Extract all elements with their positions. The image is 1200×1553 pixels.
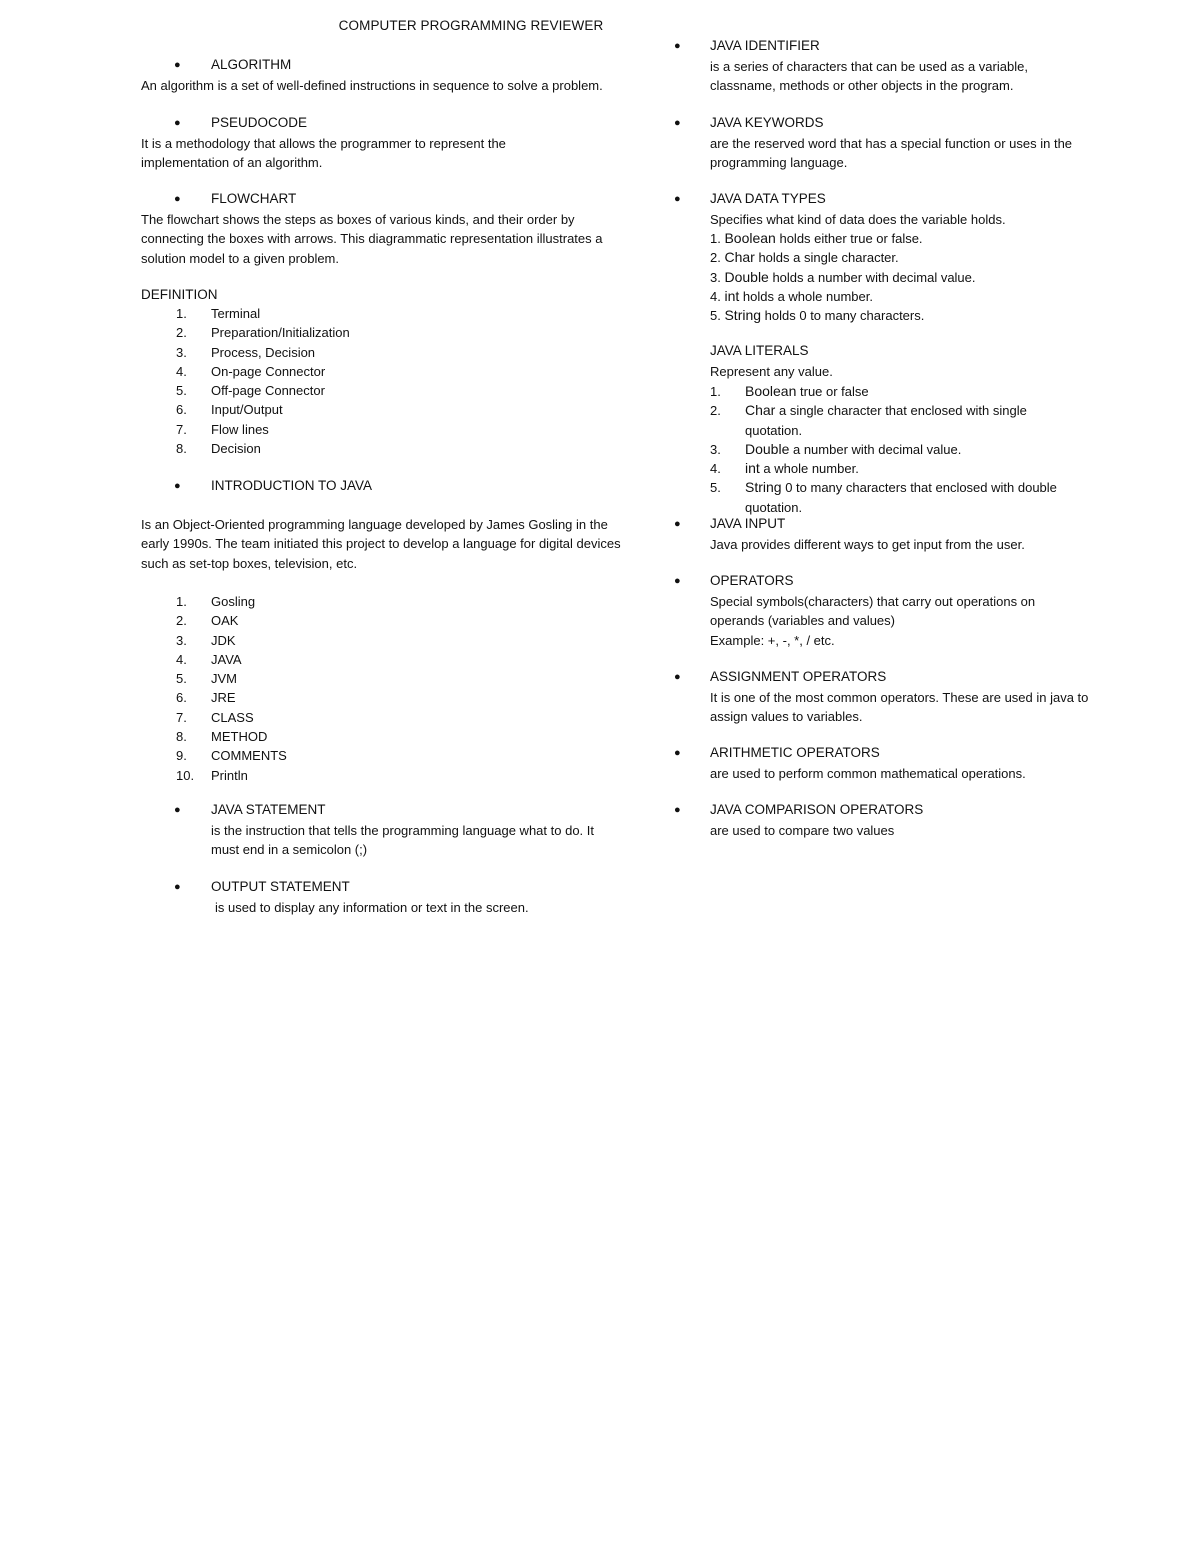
heading-java-statement: JAVA STATEMENT	[211, 802, 326, 817]
list-item	[176, 669, 596, 688]
heading-flowchart: FLOWCHART	[211, 191, 297, 206]
list-number: 5.	[176, 671, 187, 687]
list-item	[710, 268, 1120, 287]
operators-example: Example: +, -, *, / etc.	[710, 633, 835, 648]
list-text: Process, Decision	[211, 344, 316, 360]
heading-java-keywords: JAVA KEYWORDS	[710, 115, 824, 130]
list-number: 7.	[176, 421, 187, 437]
type-keyword: String	[724, 307, 762, 324]
bullet-icon: ●	[174, 193, 181, 205]
heading-definition: DEFINITION	[141, 287, 218, 302]
list-number: 1.	[176, 306, 187, 321]
heading-algorithm: ALGORITHM	[211, 57, 292, 72]
list-number: 4.	[710, 461, 721, 477]
heading-output-statement: OUTPUT STATEMENT	[211, 879, 350, 894]
list-text: holds either true or false.	[775, 231, 923, 246]
list-number: 7.	[176, 709, 187, 725]
list-number: 2.	[710, 250, 721, 266]
list-item	[710, 382, 1130, 401]
java-identifier-text: is a series of characters that can be used as a variable, classname, methods or other objects in the program.	[710, 59, 1028, 94]
operators-text: Special symbols(characters) that carry out operations on operands (variables and values)	[710, 594, 1036, 629]
list-text: Input/Output	[211, 402, 283, 418]
heading-java-identifier: JAVA IDENTIFIER	[710, 38, 820, 53]
list-number: 1.	[710, 231, 721, 246]
list-item	[176, 304, 596, 323]
heading-intro-java: INTRODUCTION TO JAVA	[211, 478, 373, 493]
list-text: On-page Connector	[211, 363, 326, 379]
list-text: holds a whole number.	[739, 288, 873, 304]
list-item	[176, 381, 596, 400]
list-item	[176, 439, 596, 458]
list-item	[176, 708, 596, 727]
bullet-icon: ●	[674, 40, 681, 52]
java-input-text: Java provides different ways to get input from the user.	[710, 537, 1025, 552]
list-text: Off-page Connector	[211, 383, 325, 399]
list-item	[176, 323, 596, 342]
bullet-icon: ●	[174, 881, 181, 893]
list-item	[176, 766, 596, 785]
list-number: 2.	[710, 403, 721, 419]
type-keyword: Boolean	[724, 230, 776, 246]
list-number: 3.	[710, 441, 721, 457]
list-item	[176, 746, 596, 765]
literal-keyword: Char	[745, 402, 776, 419]
list-item	[176, 400, 596, 419]
literal-keyword: int	[745, 460, 760, 477]
bullet-icon: ●	[674, 117, 681, 129]
list-text: a single character that enclosed with single	[775, 403, 1027, 419]
list-text: Gosling	[211, 594, 256, 609]
heading-java-input: JAVA INPUT	[710, 516, 786, 531]
list-number: 2.	[176, 325, 187, 341]
bullet-icon: ●	[674, 804, 681, 816]
list-text: COMMENTS	[211, 748, 287, 764]
arithmetic-operators-text: are used to perform common mathematical operations.	[710, 766, 1026, 781]
list-item	[176, 650, 596, 669]
list-item	[710, 440, 1130, 459]
data-types-list	[710, 229, 1120, 325]
assignment-operators-text: It is one of the most common operators. These are used in java to assign values to variables.	[710, 690, 1089, 725]
list-item	[710, 229, 1120, 248]
heading-assignment-operators: ASSIGNMENT OPERATORS	[710, 669, 887, 684]
type-keyword: Char	[724, 249, 755, 266]
type-keyword: int	[724, 287, 740, 304]
list-number: 8.	[176, 441, 187, 457]
comparison-operators-text: are used to compare two values	[710, 823, 895, 838]
list-text: a number with decimal value.	[789, 441, 962, 457]
java-data-types-intro: Specifies what kind of data does the variable holds.	[710, 212, 1006, 227]
literal-keyword: String	[745, 479, 782, 496]
heading-arithmetic-operators: ARITHMETIC OPERATORS	[710, 745, 880, 760]
list-text: holds 0 to many characters.	[761, 308, 925, 324]
list-item-continuation	[710, 498, 1130, 517]
list-number: 6.	[176, 690, 187, 706]
list-text: Flow lines	[211, 421, 269, 437]
list-item	[710, 459, 1130, 478]
list-item	[710, 248, 1120, 267]
intro-java-text: Is an Object-Oriented programming language developed by James Gosling in the early 1990s. The team initiated this project to develop a language for digital devices such as set-top boxes, television, etc.	[141, 517, 621, 571]
list-text: a whole number.	[759, 461, 859, 477]
list-number: 5.	[176, 383, 187, 399]
list-number: 6.	[176, 402, 187, 418]
list-item-continuation	[710, 421, 1130, 440]
list-text: JVM	[211, 671, 237, 687]
bullet-icon: ●	[674, 575, 681, 587]
pseudocode-text: It is a methodology that allows the programmer to represent the implementation of an algorithm.	[141, 136, 506, 171]
bullet-icon: ●	[174, 59, 181, 71]
list-text: JAVA	[211, 651, 242, 667]
list-number: 4.	[176, 363, 187, 379]
list-text: JDK	[211, 632, 236, 648]
list-number: 1.	[710, 384, 721, 399]
list-text: true or false	[796, 384, 869, 399]
document-title: COMPUTER PROGRAMMING REVIEWER	[338, 18, 604, 33]
bullet-icon: ●	[174, 480, 181, 492]
list-item	[176, 343, 596, 362]
list-number: 5.	[710, 308, 721, 324]
list-number: 3.	[176, 632, 187, 648]
bullet-icon: ●	[674, 671, 681, 683]
type-keyword: Double	[724, 268, 769, 285]
java-literals-intro: Represent any value.	[710, 364, 833, 379]
list-number: 4.	[176, 651, 187, 667]
bullet-icon: ●	[174, 117, 181, 129]
list-text: 0 to many characters that enclosed with double	[781, 480, 1057, 496]
list-number: 3.	[710, 269, 721, 285]
definition-list	[176, 304, 596, 458]
java-terms-list	[176, 592, 596, 785]
list-number: 4.	[710, 288, 721, 304]
flowchart-text: The flowchart shows the steps as boxes of various kinds, and their order by connecting the boxes with arrows. This diagrammatic representation illustrates a solution model to a given problem.	[141, 212, 603, 266]
list-text: OAK	[211, 613, 239, 629]
list-text: holds a number with decimal value.	[768, 269, 976, 285]
list-number: 10.	[176, 767, 195, 783]
list-text-continuation: quotation.	[745, 422, 803, 438]
list-text: CLASS	[211, 709, 254, 725]
list-text-continuation: quotation.	[745, 499, 803, 515]
list-number: 5.	[710, 480, 721, 496]
bullet-icon: ●	[674, 193, 681, 205]
list-item	[176, 592, 596, 611]
java-keywords-text: are the reserved word that has a special function or uses in the programming language.	[710, 136, 1073, 171]
algorithm-text: An algorithm is a set of well-defined instructions in sequence to solve a problem.	[141, 78, 603, 93]
list-number: 8.	[176, 729, 187, 745]
literal-keyword: Boolean	[745, 383, 797, 399]
list-number: 1.	[176, 594, 187, 609]
list-text: Decision	[211, 441, 261, 457]
heading-operators: OPERATORS	[710, 573, 794, 588]
heading-pseudocode: PSEUDOCODE	[211, 115, 308, 130]
list-item	[176, 727, 596, 746]
list-text: JRE	[211, 690, 236, 706]
list-item	[176, 631, 596, 650]
list-item	[710, 287, 1120, 306]
list-number: 3.	[176, 344, 187, 360]
list-text: Preparation/Initialization	[211, 325, 350, 341]
bullet-icon: ●	[674, 747, 681, 759]
list-item	[176, 688, 596, 707]
list-text: Println	[211, 767, 248, 783]
list-item	[176, 420, 596, 439]
list-item	[176, 362, 596, 381]
list-number: 2.	[176, 613, 187, 629]
heading-java-data-types: JAVA DATA TYPES	[710, 191, 826, 206]
list-number: 9.	[176, 748, 187, 764]
list-item	[176, 611, 596, 630]
bullet-icon: ●	[174, 804, 181, 816]
java-statement-text: is the instruction that tells the programming language what to do. It must end in a semicolon (;)	[211, 823, 594, 858]
literals-list	[710, 382, 1130, 517]
bullet-icon: ●	[674, 518, 681, 530]
list-item	[710, 306, 1120, 325]
heading-comparison-operators: JAVA COMPARISON OPERATORS	[710, 802, 924, 817]
list-text: Terminal	[211, 306, 261, 321]
list-item	[710, 401, 1130, 420]
list-text: holds a single character.	[754, 250, 899, 266]
literal-keyword: Double	[745, 440, 790, 457]
heading-java-literals: JAVA LITERALS	[710, 343, 809, 358]
list-text: METHOD	[211, 729, 268, 745]
list-item	[710, 478, 1130, 497]
output-statement-text: is used to display any information or text in the screen.	[215, 900, 529, 915]
